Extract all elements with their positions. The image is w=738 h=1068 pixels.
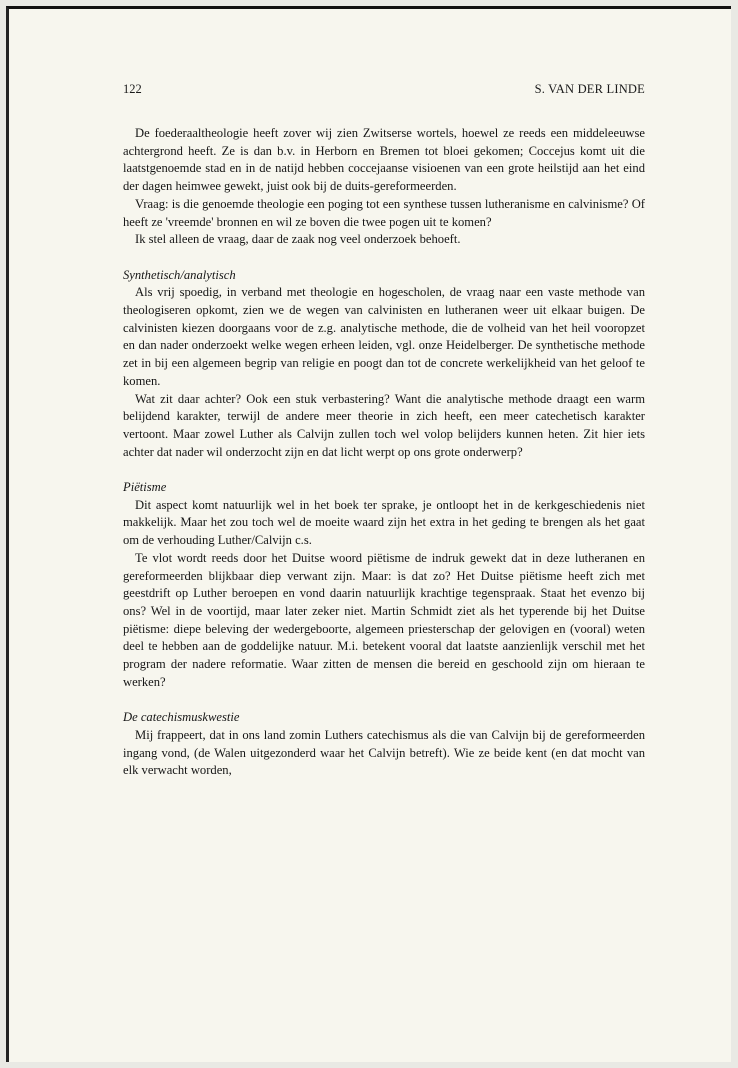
page-number: 122 [123, 82, 142, 96]
paragraph: Te vlot wordt reeds door het Duitse woord piëtisme de indruk gewekt dat in deze lutheranen en gereformeerden blijkbaar diep verwant zijn. Maar: ìs dat zo? Het Duitse piëtisme heeft zich met geestdrift op Luther beroepen en vond daarin natuurlijk krachtige tegenspraak. Staat het evenzo bij ons? Wel in de voortijd, maar later zeker niet. Martin Schmidt ziet als het typerende bij het Duitse piëtisme: diepe beleving der wedergeboorte, algemeen priesterschap der gelovigen en (vooral) weten deel te hebben aan de goddelijke natuur. M.i. betekent vooral dat laatste aanzienlijk verschil met het program der nadere reformatie. Waar zitten de mensen die bereid en geschoold zijn om hieraan te werken? [123, 550, 645, 689]
paragraph: De foederaaltheologie heeft zover wij zien Zwitserse wortels, hoewel ze reeds een middeleeuwse achtergrond heeft. Ze is dan b.v. in Herborn en Bremen tot bloei gekomen; Coccejus komt uit die laatstgenoemde stad en in de natijd hebben coccejaanse visioenen van een grote heilstijd aan het eind der dagen heimwee gewekt, juist ook bij de duits-gereformeerden. [123, 126, 645, 194]
section-heading: De catechismuskwestie [123, 710, 240, 725]
paragraph: Wat zit daar achter? Ook een stuk verbastering? Want die analytische methode draagt een warm belijdend karakter, terwijl de andere meer theorie in zich heeft, een meer catechetisch karakter vertoont. Maar zowel Luther als Calvijn zullen toch wel volop belijders kunnen heten. Zit hier iets achter dat nader wil onderzocht zijn en dat licht werpt op ons grote onderwerp? [123, 391, 645, 459]
paragraph: Mij frappeert, dat in ons land zomin Luthers catechismus als die van Calvijn bij de gereformeerden ingang vond, (de Walen uitgezonderd waar het Calvijn betreft). Wie ze beide kent (en dat mocht van elk verwacht worden, [123, 727, 645, 778]
section-gap [123, 461, 645, 479]
section-heading: Piëtisme [123, 480, 167, 495]
body-text [123, 125, 645, 780]
paragraph: Ik stel alleen de vraag, daar de zaak nog veel onderzoek behoeft. [135, 232, 461, 247]
section-heading: Synthetisch/analytisch [123, 267, 236, 282]
paragraph: Als vrij spoedig, in verband met theologie en hogescholen, de vraag naar een vaste methode van theologiseren opkomt, zien we de wegen van calvinisten en lutheranen weer uit elkaar buigen. De calvinisten kiezen doorgaans voor de z.g. analytische methode, die de volheid van het heil vooropzet en dan nader onderzoekt welke wegen erheen leiden, vgl. onze Heidelberger. De synthetische methode zet in bij een algemeen begrip van religie en poogt dan tot de concrete werkelijkheid van het geloof te komen. [123, 285, 645, 388]
running-title: S. VAN DER LINDE [534, 82, 645, 96]
paragraph: Vraag: is die genoemde theologie een poging tot een synthese tussen lutheranisme en calvinisme? Of heeft ze 'vreemde' bronnen en wil ze boven die twee pogen uit te komen? [123, 196, 645, 229]
section-gap [123, 249, 645, 267]
paragraph: Dit aspect komt natuurlijk wel in het boek ter sprake, je ontloopt het in de kerkgeschiedenis niet makkelijk. Maar het zou toch wel de moeite waard zijn het extra in het geding te brengen als het gaat om de verhouding Luther/Calvijn c.s. [123, 497, 645, 548]
page-header [123, 82, 645, 97]
section-gap [123, 691, 645, 709]
book-page [6, 6, 731, 1062]
